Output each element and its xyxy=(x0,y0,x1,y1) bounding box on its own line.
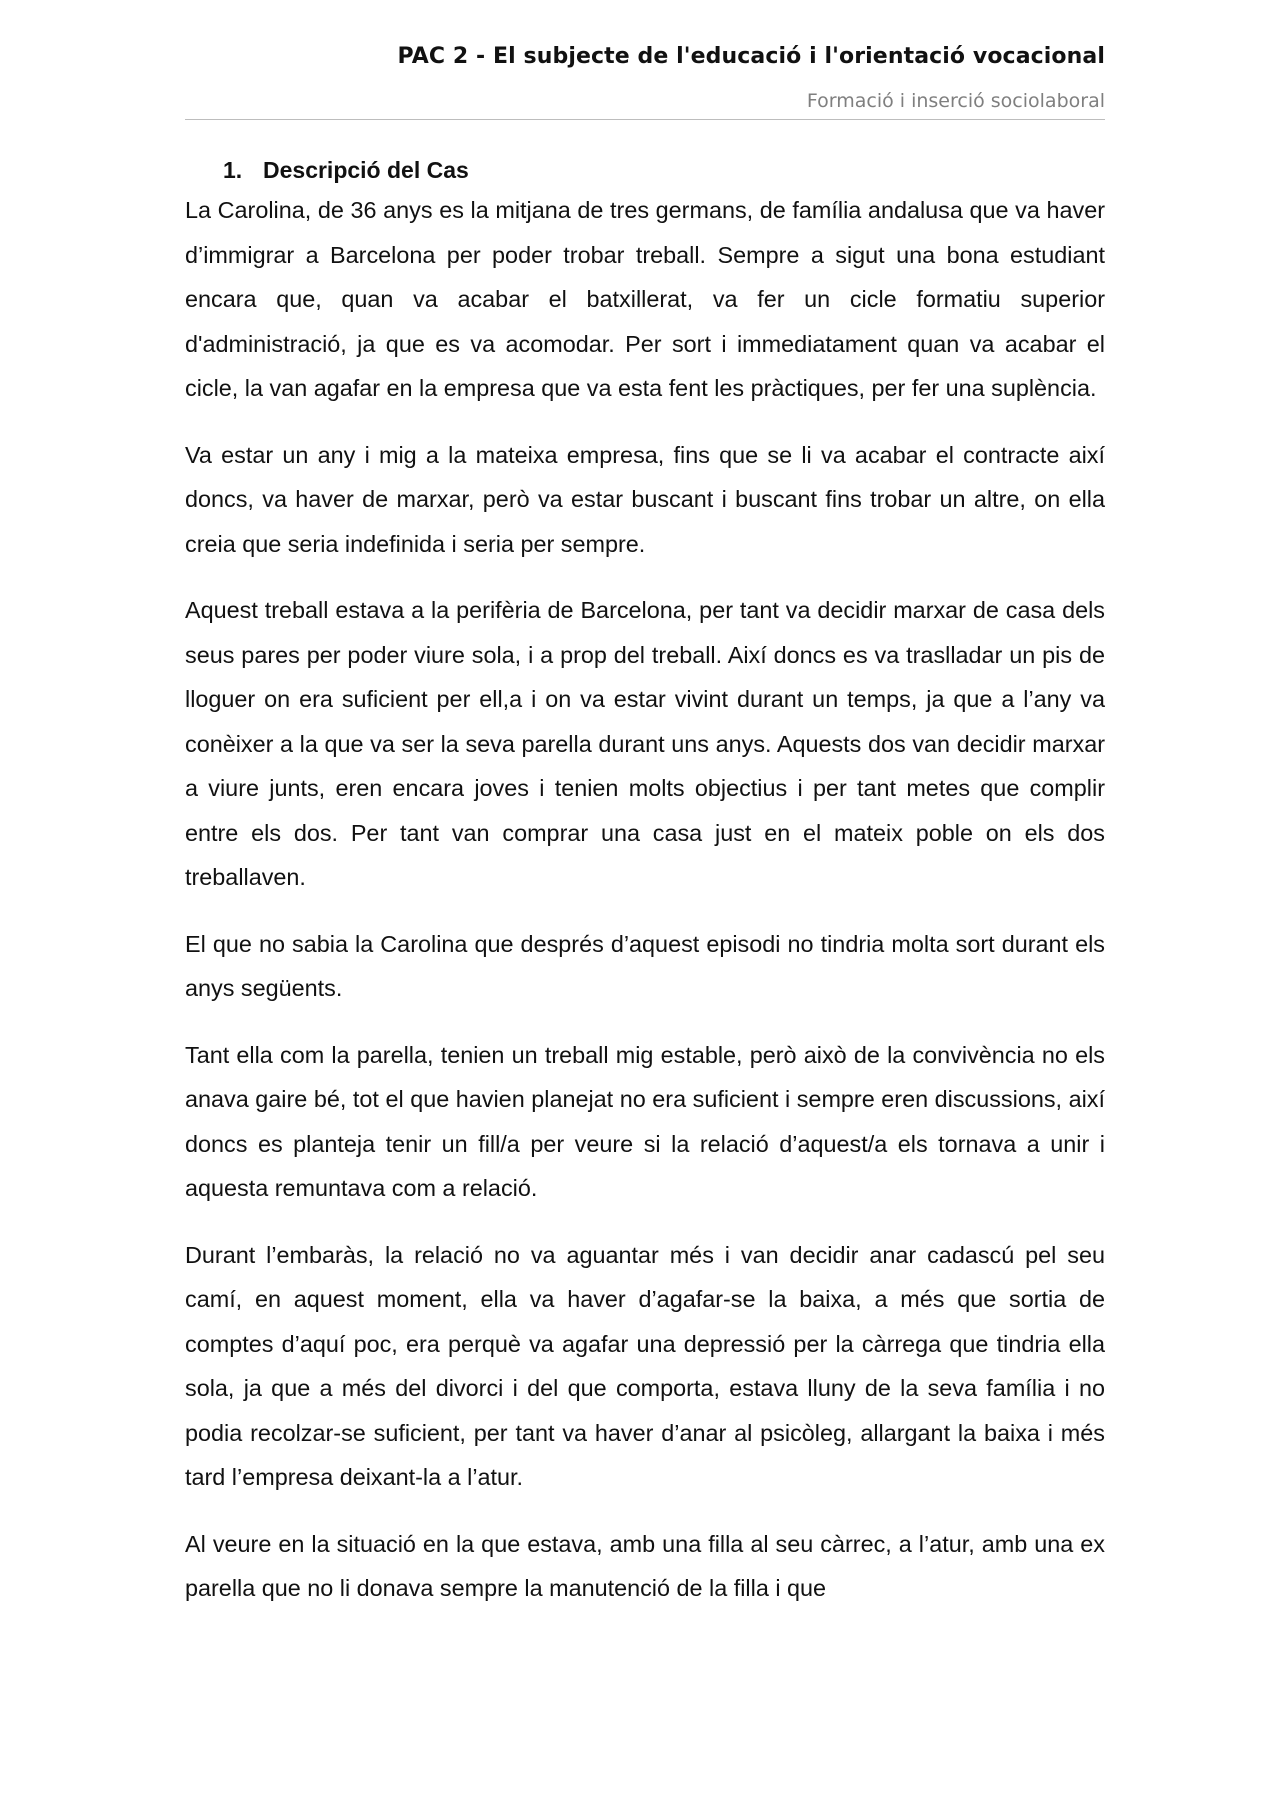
header-subtitle: Formació i inserció sociolaboral xyxy=(806,90,1105,112)
paragraph-7: Al veure en la situació en la que estava, amb una filla al seu càrrec, a l’atur, amb una ex parella que no li donava sempre la manutenció de la filla i que xyxy=(185,1530,1105,1601)
paragraph-2: Va estar un any i mig a la mateixa empresa, fins que se li va acabar el contracte així doncs, va haver de marxar, però va estar buscant i buscant fins trobar un altre, on ella creia que seria indefinida i seria per sempre. xyxy=(185,441,1105,557)
section-heading xyxy=(185,152,1105,188)
paragraph-1: La Carolina, de 36 anys es la mitjana de tres germans, de família andalusa que va haver d’immigrar a Barcelona per poder trobar treball. Sempre a sigut una bona estudiant encara que, quan va acabar el batxillerat, va fer un cicle formatiu superior d'administració, ja que es va acomodar. Per sort i immediatament quan va acabar el cicle, la van agafar en la empresa que va esta fent les pràctiques, per fer una suplència. xyxy=(185,197,1105,401)
page-header xyxy=(185,42,1105,120)
header-divider xyxy=(185,119,1105,120)
section-heading-text: Descripció del Cas xyxy=(263,157,469,183)
section-number: 1. xyxy=(223,157,243,183)
paragraph-6: Durant l’embaràs, la relació no va aguantar més i van decidir anar cadascú pel seu camí, en aquest moment, ella va haver d’agafar-se la baixa, a més que sortia de comptes d’aquí poc, era perquè va agafar una depressió per la càrrega que tindria ella sola, ja que a més del divorci i del que comporta, estava lluny de la seva família i no podia recolzar-se suficient, per tant va haver d’anar al psicòleg, allargant la baixa i més tard l’empresa deixant-la a l’atur. xyxy=(185,1241,1105,1490)
paragraph-4: El que no sabia la Carolina que després d’aquest episodi no tindria molta sort durant els anys següents. xyxy=(185,930,1105,1001)
header-title: PAC 2 - El subjecte de l'educació i l'orientació vocacional xyxy=(397,44,1105,69)
paragraph-3: Aquest treball estava a la perifèria de Barcelona, per tant va decidir marxar de casa dels seus pares per poder viure sola, i a prop del treball. Així doncs es va traslladar un pis de lloguer on era suficient per ell,a i on va estar vivint durant un temps, ja que a l’any va conèixer a la que va ser la seva parella durant uns anys. Aquests dos van decidir marxar a viure junts, eren encara joves i tenien molts objectius i per tant metes que complir entre els dos. Per tant van comprar una casa just en el mateix poble on els dos treballaven. xyxy=(185,597,1105,890)
document-body xyxy=(185,152,1105,1633)
paragraph-5: Tant ella com la parella, tenien un treball mig estable, però això de la convivència no els anava gaire bé, tot el que havien planejat no era suficient i sempre eren discussions, així doncs es planteja tenir un fill/a per veure si la relació d’aquest/a els tornava a unir i aquesta remuntava com a relació. xyxy=(185,1041,1105,1201)
